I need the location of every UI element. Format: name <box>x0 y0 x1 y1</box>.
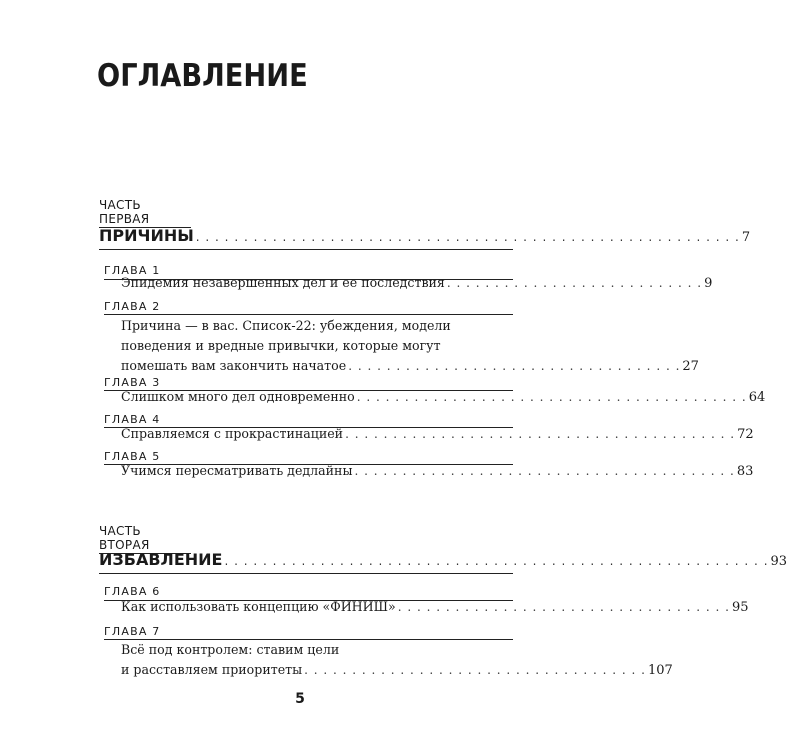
toc-entry[interactable] <box>121 273 713 294</box>
leader-dots: . . . . . . . . . . . . . . . . . . . . . . . . . . . . . . . . . . . . . . . . . <box>356 390 747 404</box>
page-ref: 64 <box>748 390 766 405</box>
leader-dots: . . . . . . . . . . . . . . . . . . . . . . . . . . . . . . . . . . . . <box>304 663 646 677</box>
part-title[interactable] <box>99 226 751 250</box>
part-title[interactable] <box>99 550 787 574</box>
chapter-label: ГЛАВА 7 <box>104 625 161 638</box>
toc-entry[interactable] <box>121 640 673 681</box>
leader-dots: . . . . . . . . . . . . . . . . . . . . . . . . . . . . . . . . . . . <box>348 359 681 373</box>
page-ref: 72 <box>737 427 754 442</box>
toc-entry[interactable] <box>121 597 749 618</box>
entry-line: поведения и вредные привычки, которые могут <box>121 338 441 353</box>
page-title: ОГЛАВЛЕНИЕ <box>97 58 308 94</box>
page-ref: 9 <box>704 276 713 291</box>
part-title-text: ПРИЧИНЫ <box>99 226 194 245</box>
entry-line: Слишком много дел одновременно <box>121 389 355 404</box>
chapter-label: ГЛАВА 5 <box>104 450 161 463</box>
toc-entry[interactable] <box>121 461 754 482</box>
page-ref: 93 <box>770 554 787 569</box>
leader-dots: . . . . . . . . . . . . . . . . . . . . . . . . . . . <box>446 276 703 290</box>
chapter-label: ГЛАВА 4 <box>104 413 161 426</box>
page-ref: 7 <box>741 230 751 245</box>
chapter-label: ГЛАВА 3 <box>104 376 161 389</box>
entry-line: Причина — в вас. Список-22: убеждения, модели <box>121 318 451 333</box>
leader-dots: . . . . . . . . . . . . . . . . . . . . . . . . . . . . . . . . . . . . . . . . . . . . . . . . . . . . . . . . . <box>195 230 740 244</box>
toc-entry[interactable] <box>121 424 754 445</box>
part-label: ЧАСТЬ ПЕРВАЯ <box>99 198 191 228</box>
page-ref: 27 <box>682 359 699 374</box>
entry-line: Эпидемия незавершенных дел и ее последствия <box>121 275 445 290</box>
leader-dots: . . . . . . . . . . . . . . . . . . . . . . . . . . . . . . . . . . . <box>397 600 730 614</box>
entry-line: Всё под контролем: ставим цели <box>121 642 340 657</box>
chapter-label: ГЛАВА 2 <box>104 300 161 313</box>
page-number: 5 <box>295 691 305 707</box>
page-ref: 107 <box>647 663 673 678</box>
page-ref: 95 <box>731 600 749 615</box>
entry-line: Как использовать концепцию «ФИНИШ» <box>121 599 396 614</box>
part-label: ЧАСТЬ ВТОРАЯ <box>99 524 191 554</box>
page-ref: 83 <box>736 464 754 479</box>
toc-entry[interactable] <box>121 387 766 408</box>
entry-line: помешать вам закончить начатое <box>121 358 347 373</box>
chapter-label: ГЛАВА 1 <box>104 264 161 277</box>
toc-entry[interactable] <box>121 316 699 377</box>
leader-dots: . . . . . . . . . . . . . . . . . . . . . . . . . . . . . . . . . . . . . . . . . . . . . . . . . . . . . . . . . <box>224 554 769 568</box>
divider <box>104 314 513 315</box>
leader-dots: . . . . . . . . . . . . . . . . . . . . . . . . . . . . . . . . . . . . . . . . <box>354 464 735 478</box>
chapter-label: ГЛАВА 6 <box>104 585 161 598</box>
part-title-text: ИЗБАВЛЕНИЕ <box>99 550 223 569</box>
entry-line: Справляемся с прокрастинацией <box>121 426 344 441</box>
leader-dots: . . . . . . . . . . . . . . . . . . . . . . . . . . . . . . . . . . . . . . . . . <box>345 427 736 441</box>
entry-line: Учимся пересматривать дедлайны <box>121 463 353 478</box>
entry-line: и расставляем приоритеты <box>121 662 303 677</box>
